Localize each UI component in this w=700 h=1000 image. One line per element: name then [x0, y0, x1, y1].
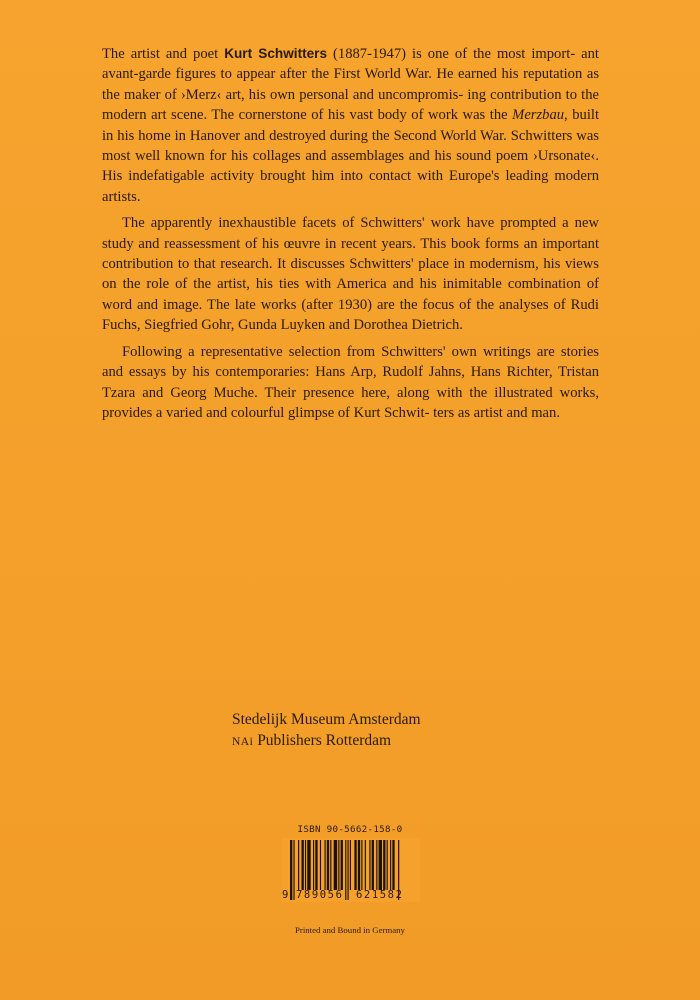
barcode-bar	[330, 840, 331, 890]
barcode-bar	[392, 840, 394, 890]
barcode-bar	[315, 840, 317, 890]
p1-intro: The artist and poet	[102, 46, 225, 62]
barcode-bar	[348, 840, 349, 900]
barcode-bar	[390, 840, 391, 890]
barcode-bar	[361, 840, 362, 890]
ean-first-digit: 9	[282, 889, 289, 901]
barcode-bar	[325, 840, 326, 890]
nai-logo-text: NAi	[232, 735, 254, 748]
barcode-bar	[372, 840, 374, 890]
publisher-nai	[232, 731, 421, 753]
barcode-bar	[307, 840, 310, 890]
barcode-bar	[298, 840, 299, 890]
publishers-block	[232, 710, 421, 752]
barcode-bar	[293, 840, 294, 900]
barcode-bar	[365, 840, 366, 890]
barcode-bar	[369, 840, 370, 890]
blurb-paragraph-3: Following a representative selection from Schwitters' own writings are stories and essays by his contemporaries: Hans Arp, Rudolf Jahns, Hans Richter, Tristan Tzara and Georg Muche. Their presence here, along with the illustrated works, provides a varied and colourful glimpse of Kurt Schwit- ters as artist and man.	[102, 343, 599, 421]
p1-ending: , built in his home in Hanover and destroyed during the Second World War. Schwitters was most well known for his collages and assemblages and his sound poem ›Ursonate‹. His indefatigable activity brought him into contact with Europe's leading modern artists.	[102, 107, 599, 205]
artist-name: Kurt Schwitters	[224, 46, 328, 61]
p1-body: (1887-1947) is one of the most import- ant avant-garde figures to appear after the First World War. He earned his reputation as the maker of ›Merz‹ art, his own personal and uncompromis- ing contribution to the modern art scene. The cornerstone of his vast body of work was the	[102, 46, 599, 124]
barcode-bar	[387, 840, 388, 890]
barcode-bar	[313, 840, 314, 890]
barcode-bar	[341, 840, 343, 890]
isbn-number: ISBN 90-5662-158-0	[297, 824, 403, 835]
barcode-bar	[305, 840, 306, 890]
barcode-bar	[345, 840, 346, 900]
blurb-paragraph-2: The apparently inexhaustible facets of Schwitters' work have prompted a new study and reassessment of his œuvre in recent years. This book forms an important contribution to that research. It discusses Schwitters' place in modernism, his views on the role of the artist, his ties with America and his inimitable combination of word and image. The late works (after 1930) are the focus of the analyses of Rudi Fuchs, Siegfried Gohr, Gunda Luyken and Dorothea Dietrich.	[102, 215, 599, 334]
barcode-bar	[383, 840, 385, 890]
barcode-bar	[354, 840, 356, 890]
publisher-stedelijk: Stedelijk Museum Amsterdam	[232, 711, 421, 728]
barcode-bar	[376, 840, 377, 890]
printed-in-germany: Printed and Bound in Germany	[295, 925, 405, 935]
barcode-bar	[338, 840, 339, 890]
ean-left-group: 789056	[296, 889, 344, 901]
barcode-bar	[302, 840, 304, 890]
barcode-bar	[327, 840, 329, 890]
barcode-bar	[334, 840, 337, 890]
barcode-bar	[358, 840, 360, 890]
publisher-nai-rest: Publishers Rotterdam	[253, 731, 392, 749]
blurb-paragraph-1	[102, 44, 599, 207]
barcode-bar	[290, 840, 292, 900]
barcode-bar	[379, 840, 382, 890]
ean-right-group: 621582	[356, 889, 404, 901]
barcode-bar	[350, 840, 351, 890]
blurb-text	[102, 44, 599, 429]
merzbau-term: Merzbau	[512, 107, 565, 124]
barcode-bar	[320, 840, 321, 890]
